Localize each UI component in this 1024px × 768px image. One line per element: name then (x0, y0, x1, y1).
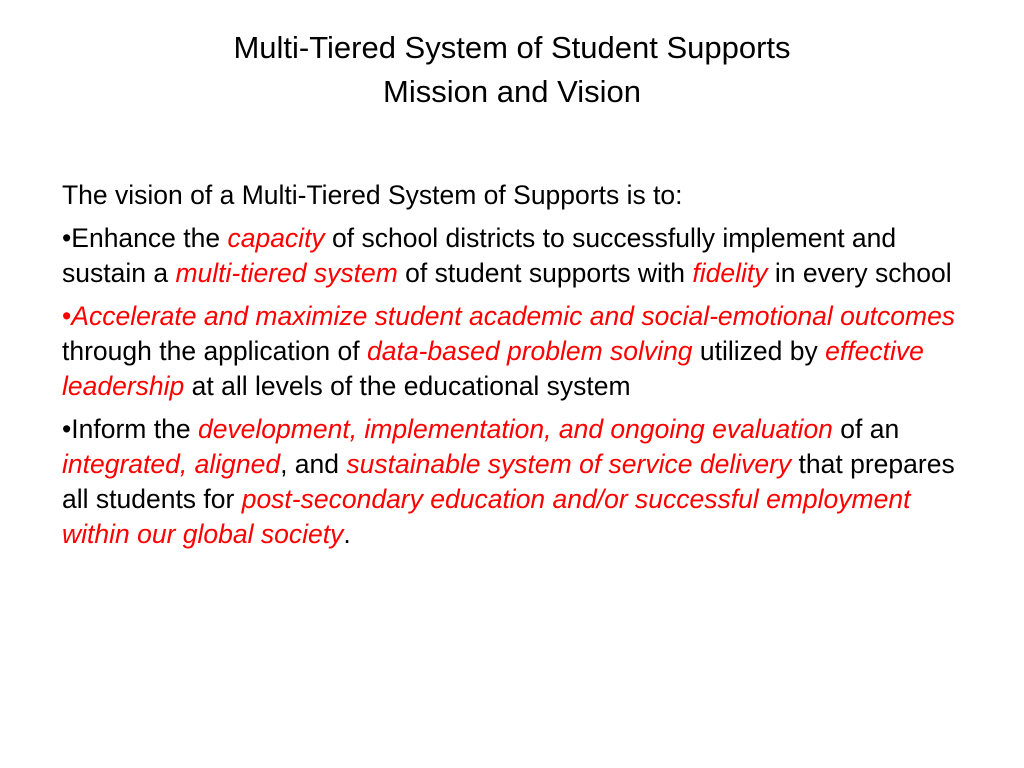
bullet-segment-emphasis: development, implementation, and ongoing evaluation (197, 414, 833, 444)
bullet-segment: Enhance the (71, 223, 228, 253)
bullet-item-2 (62, 299, 967, 404)
bullet-segment: Inform the (71, 414, 198, 444)
bullet-segment-emphasis: data-based problem solving (366, 336, 693, 366)
bullet-mark: • (62, 414, 72, 444)
bullet-mark: • (62, 223, 72, 253)
bullet-segment: utilized by (692, 336, 826, 366)
slide-title (0, 26, 1024, 114)
intro-text: The vision of a Multi-Tiered System of Supports is to: (62, 180, 683, 210)
bullet-segment-emphasis: Accelerate and maximize student academic and social-emotional outcomes (71, 301, 956, 331)
bullet-segment: through the application of (62, 336, 367, 366)
bullet-segment: that prepares all students for (62, 449, 955, 514)
bullet-segment: in every school (767, 258, 952, 288)
bullet-item-1 (62, 221, 967, 291)
bullet-segment: . (343, 519, 351, 549)
title-line-2: Mission and Vision (383, 74, 641, 109)
bullet-segment-emphasis: integrated, aligned (62, 449, 281, 479)
bullet-segment: of student supports with (397, 258, 693, 288)
bullet-segment-emphasis: post-secondary education and/or successful employment within our global society (62, 484, 911, 549)
bullet-segment: at all levels of the educational system (184, 371, 631, 401)
bullet-segment-emphasis: capacity (227, 223, 325, 253)
bullet-segment: , and (280, 449, 347, 479)
bullet-segment-emphasis: fidelity (692, 258, 768, 288)
bullet-item-3 (62, 412, 967, 552)
bullet-segment-emphasis: effective leadership (62, 336, 924, 401)
slide-body (62, 178, 967, 560)
bullet-mark: • (62, 301, 72, 331)
title-line-1: Multi-Tiered System of Student Supports (233, 30, 791, 65)
bullet-segment-emphasis: sustainable system of service delivery (346, 449, 792, 479)
bullet-segment: of an (832, 414, 900, 444)
bullet-segment-emphasis: multi-tiered system (175, 258, 398, 288)
bullet-segment: of school districts to successfully implement and sustain a (62, 223, 897, 288)
